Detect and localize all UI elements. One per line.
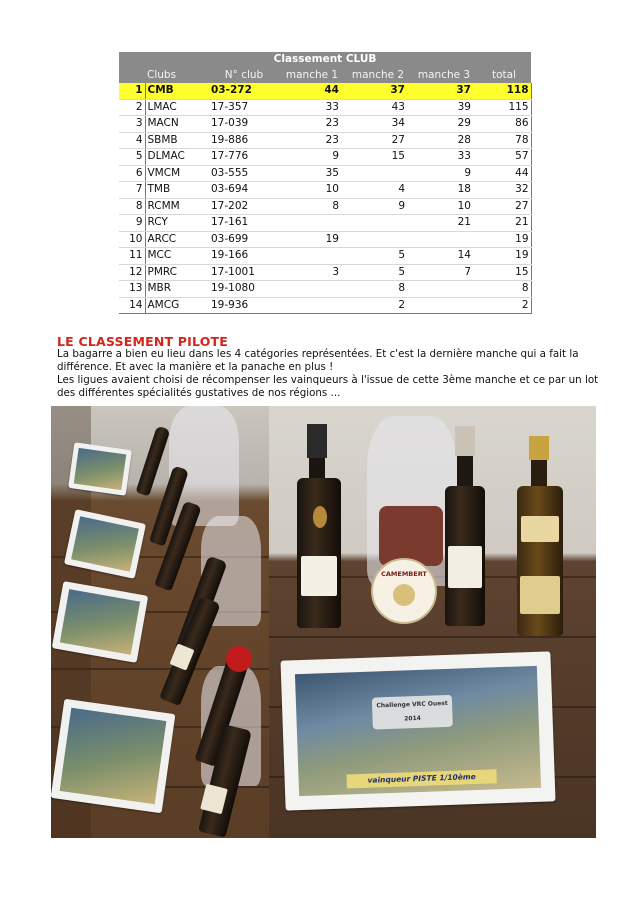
cell-club: SBMB	[145, 132, 209, 149]
cell-m3: 9	[411, 165, 477, 182]
cell-m1	[279, 248, 345, 265]
table-row	[119, 99, 531, 116]
cell-m3: 18	[411, 182, 477, 199]
cell-club: LMAC	[145, 99, 209, 116]
cell-m3: 28	[411, 132, 477, 149]
cell-code: 03-272	[209, 83, 279, 99]
cell-m3	[411, 297, 477, 314]
cell-code: 03-694	[209, 182, 279, 199]
column-header: manche 1	[279, 68, 345, 84]
cell-club: MCC	[145, 248, 209, 265]
cell-code: 17-1001	[209, 264, 279, 281]
paragraph-2: Les ligues avaient choisi de récompenser les vainqueurs à l'issue de cette 3ème manche et ce par un lot des différentes spécialités gustatives de nos régions ...	[57, 374, 599, 399]
cell-m1: 10	[279, 182, 345, 199]
cell-m3	[411, 231, 477, 248]
cell-m1: 19	[279, 231, 345, 248]
cell-m3: 21	[411, 215, 477, 232]
cell-code: 17-039	[209, 116, 279, 133]
column-header: manche 3	[411, 68, 477, 84]
cell-m1: 35	[279, 165, 345, 182]
cell-total: 8	[477, 281, 531, 298]
cell-m3: 29	[411, 116, 477, 133]
table-row	[119, 231, 531, 248]
cell-m2	[345, 215, 411, 232]
cell-club: RCY	[145, 215, 209, 232]
cell-m1: 23	[279, 116, 345, 133]
cell-m1: 8	[279, 198, 345, 215]
column-header: manche 2	[345, 68, 411, 84]
cell-m2: 27	[345, 132, 411, 149]
cell-m3: 37	[411, 83, 477, 99]
champagne-bottle	[297, 478, 341, 628]
column-header	[119, 68, 145, 84]
club-ranking-table	[119, 52, 532, 314]
photo-prize-closeup	[269, 406, 596, 838]
table-row	[119, 83, 531, 99]
cell-m2: 9	[345, 198, 411, 215]
cell-total: 44	[477, 165, 531, 182]
column-header: Clubs	[145, 68, 209, 84]
cell-rank: 2	[119, 99, 145, 116]
cell-club: VMCM	[145, 165, 209, 182]
table-row	[119, 182, 531, 199]
cell-m3: 10	[411, 198, 477, 215]
cell-total: 86	[477, 116, 531, 133]
plaque-band: vainqueur PISTE 1/10ème	[346, 769, 496, 788]
cell-club: CMB	[145, 83, 209, 99]
table-row	[119, 248, 531, 265]
cell-code: 19-166	[209, 248, 279, 265]
plaque-title: Challenge VRC Ouest 2014	[372, 695, 453, 730]
cell-m3: 39	[411, 99, 477, 116]
cell-rank: 7	[119, 182, 145, 199]
table-body	[119, 83, 531, 314]
cell-rank: 9	[119, 215, 145, 232]
paragraph-1: La bagarre a bien eu lieu dans les 4 catégories représentées. Et c'est la dernière manche qui a fait la différence. Et avec la manière et la panache en plus !	[57, 348, 579, 373]
cell-club: TMB	[145, 182, 209, 199]
cell-club: RCMM	[145, 198, 209, 215]
cell-m1: 3	[279, 264, 345, 281]
cell-m2: 2	[345, 297, 411, 314]
cell-m2	[345, 165, 411, 182]
cell-total: 32	[477, 182, 531, 199]
cell-total: 19	[477, 231, 531, 248]
table-row	[119, 149, 531, 166]
cell-m3: 7	[411, 264, 477, 281]
cell-m1: 9	[279, 149, 345, 166]
cell-club: AMCG	[145, 297, 209, 314]
cell-code: 17-161	[209, 215, 279, 232]
cell-code: 17-357	[209, 99, 279, 116]
cell-rank: 1	[119, 83, 145, 99]
table-title: Classement CLUB	[119, 52, 531, 68]
table-header-row	[119, 68, 531, 84]
cell-total: 78	[477, 132, 531, 149]
cell-code: 03-699	[209, 231, 279, 248]
camembert-box	[371, 558, 437, 624]
cell-code: 17-202	[209, 198, 279, 215]
cell-m2: 15	[345, 149, 411, 166]
cell-m2: 4	[345, 182, 411, 199]
cell-club: MACN	[145, 116, 209, 133]
table-row	[119, 297, 531, 314]
cell-total: 19	[477, 248, 531, 265]
winner-plaque	[280, 651, 555, 810]
cell-m1	[279, 215, 345, 232]
cell-m2: 37	[345, 83, 411, 99]
column-header: N° club	[209, 68, 279, 84]
section-title: LE CLASSEMENT PILOTE	[57, 334, 228, 349]
cell-total: 115	[477, 99, 531, 116]
plaque-frame	[68, 442, 132, 496]
table-row	[119, 132, 531, 149]
cell-m3: 33	[411, 149, 477, 166]
cell-total: 118	[477, 83, 531, 99]
cell-code: 19-1080	[209, 281, 279, 298]
cell-m1: 23	[279, 132, 345, 149]
cell-code: 17-776	[209, 149, 279, 166]
cell-m1: 44	[279, 83, 345, 99]
cell-code: 19-936	[209, 297, 279, 314]
cell-total: 57	[477, 149, 531, 166]
cell-total: 15	[477, 264, 531, 281]
cell-total: 27	[477, 198, 531, 215]
cell-m1	[279, 281, 345, 298]
cell-rank: 5	[119, 149, 145, 166]
cell-m2: 5	[345, 248, 411, 265]
wine-bottle	[136, 426, 171, 497]
cell-m2	[345, 231, 411, 248]
cell-total: 2	[477, 297, 531, 314]
cell-m1	[279, 297, 345, 314]
cell-club: DLMAC	[145, 149, 209, 166]
table-row	[119, 165, 531, 182]
table-row	[119, 264, 531, 281]
cell-total: 21	[477, 215, 531, 232]
cell-rank: 4	[119, 132, 145, 149]
plaque-frame	[52, 581, 149, 663]
cell-rank: 14	[119, 297, 145, 314]
cell-club: ARCC	[145, 231, 209, 248]
column-header: total	[477, 68, 531, 84]
cell-m3	[411, 281, 477, 298]
table-row	[119, 215, 531, 232]
cell-rank: 13	[119, 281, 145, 298]
cell-rank: 8	[119, 198, 145, 215]
cell-m2: 8	[345, 281, 411, 298]
cell-rank: 12	[119, 264, 145, 281]
cell-rank: 11	[119, 248, 145, 265]
cell-m3: 14	[411, 248, 477, 265]
plaque-frame	[51, 699, 175, 814]
cell-code: 19-886	[209, 132, 279, 149]
cell-m2: 34	[345, 116, 411, 133]
table-row	[119, 281, 531, 298]
cell-m2: 5	[345, 264, 411, 281]
cell-club: MBR	[145, 281, 209, 298]
cell-m1: 33	[279, 99, 345, 116]
photo-prizes-lineup	[51, 406, 269, 838]
table-row	[119, 198, 531, 215]
cell-club: PMRC	[145, 264, 209, 281]
cell-rank: 3	[119, 116, 145, 133]
cell-rank: 6	[119, 165, 145, 182]
cell-code: 03-555	[209, 165, 279, 182]
cell-rank: 10	[119, 231, 145, 248]
cell-m2: 43	[345, 99, 411, 116]
cheese-label: CAMEMBERT	[381, 570, 427, 578]
table-row	[119, 116, 531, 133]
